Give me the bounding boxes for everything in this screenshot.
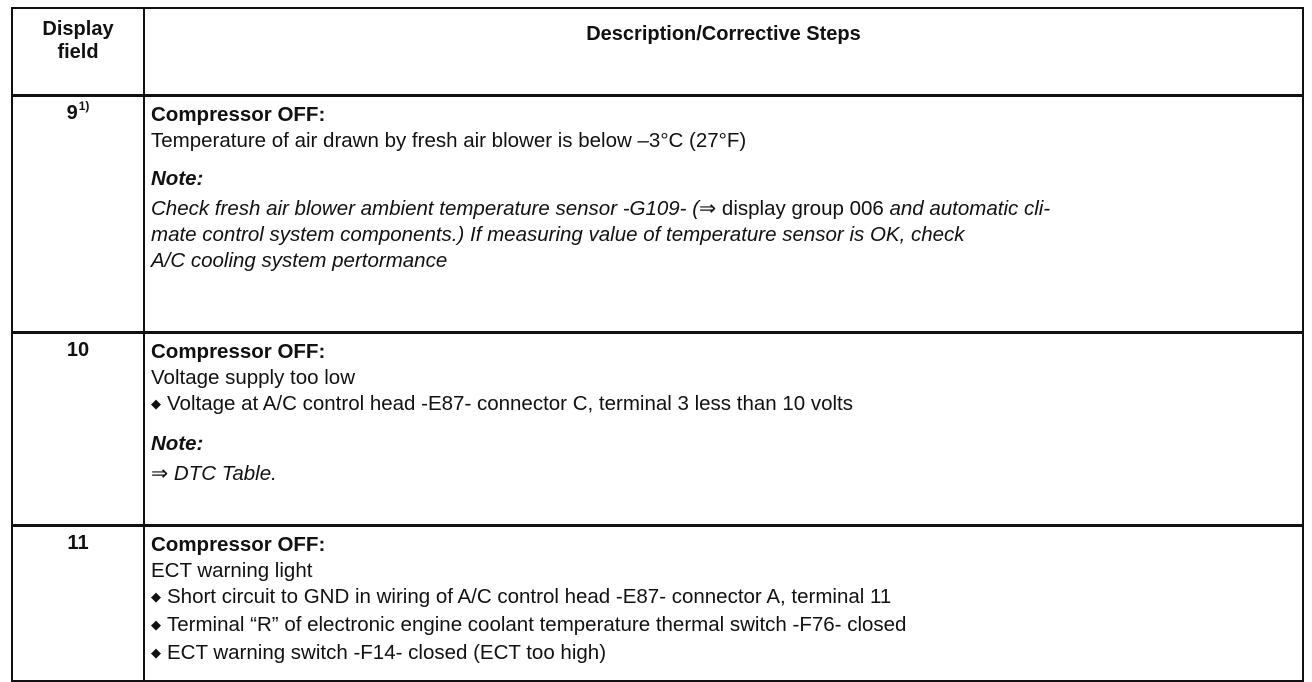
- table-row: [12, 333, 1303, 526]
- header-display-field: [12, 8, 144, 96]
- display-field-cell: [12, 526, 144, 682]
- arrow-icon: ⇒: [699, 197, 717, 220]
- header-description: Description/Corrective Steps: [144, 8, 1303, 96]
- bullet-item: ◆ Short circuit to GND in wiring of A/C control head -E87- connector A, terminal 11: [151, 584, 1296, 612]
- description-cell: [144, 333, 1303, 526]
- table-row: [12, 96, 1303, 333]
- display-field-number: 10: [66, 339, 90, 361]
- row-text: ECT warning light: [151, 559, 313, 582]
- bullet-item: ◆ Voltage at A/C control head -E87- connector C, terminal 3 less than 10 volts: [151, 391, 1296, 419]
- table-row: [12, 526, 1303, 682]
- bullet-item: ◆ Terminal “R” of electronic engine coolant temperature thermal switch -F76- closed: [151, 612, 1296, 640]
- row-heading: Compressor OFF:: [151, 340, 326, 363]
- header-field-line2: field: [57, 41, 99, 63]
- note-line-2: mate control system components.) If measuring value of temperature sensor is OK, check: [151, 223, 965, 246]
- note-line-1: [151, 461, 1296, 487]
- dtc-table-link[interactable]: DTC Table.: [168, 462, 277, 485]
- note-label: Note:: [151, 432, 204, 455]
- note-part2: display group 006: [716, 197, 890, 220]
- display-field-number: 9: [66, 102, 78, 124]
- header-field-line1: Display: [42, 18, 114, 40]
- description-cell: [144, 526, 1303, 682]
- arrow-icon: ⇒: [151, 462, 169, 485]
- display-field-cell: [12, 96, 144, 333]
- note-line-3: A/C cooling system pertormance: [151, 249, 448, 272]
- display-field-cell: [12, 333, 144, 526]
- table-header-row: [12, 8, 1303, 96]
- note-line-1: [151, 196, 1296, 222]
- row-text: Temperature of air drawn by fresh air blower is below –3°C (27°F): [151, 129, 747, 152]
- bullet-item: ◆ ECT warning switch -F14- closed (ECT too high): [151, 640, 1296, 668]
- row-heading: Compressor OFF:: [151, 103, 326, 126]
- note-part1: Check fresh air blower ambient temperature sensor -G109- (: [151, 197, 700, 220]
- row-text: Voltage supply too low: [151, 366, 355, 389]
- footnote-marker: 1): [78, 99, 90, 113]
- description-cell: [144, 96, 1303, 333]
- display-field-number: 11: [67, 532, 89, 554]
- display-field-table: [11, 7, 1304, 682]
- note-label: Note:: [151, 167, 204, 190]
- row-heading: Compressor OFF:: [151, 533, 326, 556]
- note-part3: and automatic cli-: [889, 197, 1051, 220]
